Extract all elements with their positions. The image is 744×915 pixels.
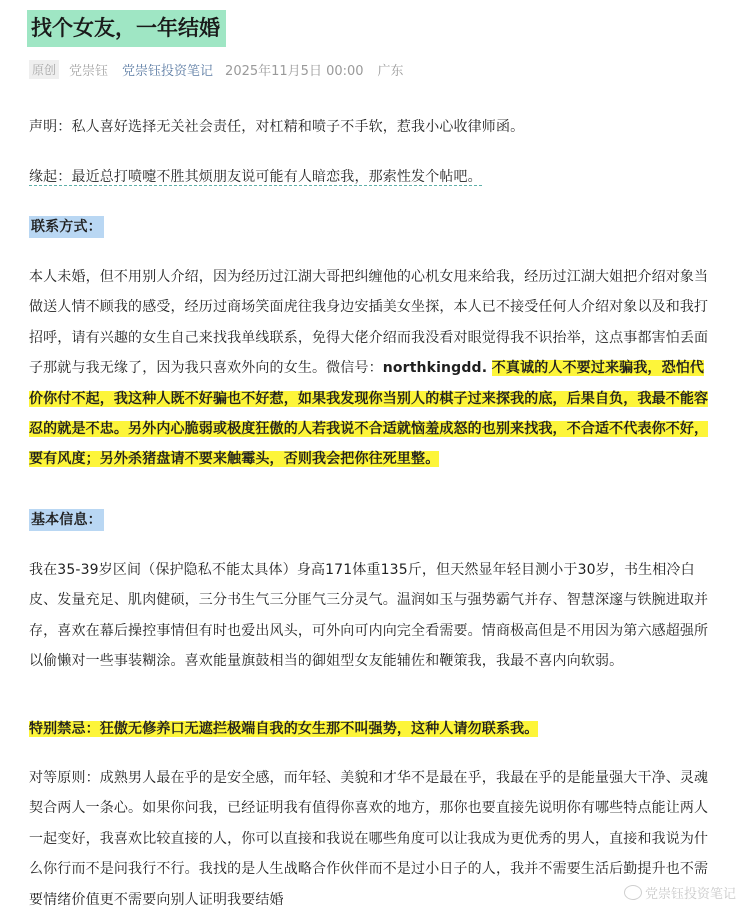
- contact-heading: 联系方式：: [29, 216, 104, 238]
- article-title: 找个女友，一年结婚: [27, 10, 226, 47]
- title-block: [27, 10, 226, 47]
- contact-text: 本人未婚，但不用别人介绍，因为经历过江湖大哥把纠缠他的心机女甩来给我，经历过江湖大姐把介绍对象当做送人情不顾我的感受，经历过商场笑面虎往我身边安插美女坐探，本人已不接受任何人介绍对象以及和我打招呼，请有兴趣的女生自己来找我单线联系，免得大佬介绍而我没看对眼觉得我不识抬举，这点事都害怕丢面子那就与我无缘了，因为我只喜欢外向的女生。微信号：: [29, 269, 709, 377]
- author-name[interactable]: 党崇钰: [69, 63, 109, 79]
- contact-highlight: 不真诚的人不要过来骗我，恐怕代价你付不起，我这种人既不好骗也不好惹，如果我发现你当别人的棋子过来探我的底，后果自负，我最不能容忍的就是不忠。另外内心脆弱或极度狂傲的人若我说不合适就恼羞成怒的也别来找我，不合适不代表你不好，要有风度；另外杀猪盘请不要来触霉头，否则我会把你往死里整。: [29, 360, 709, 468]
- wechat-id: northkingdd.: [382, 360, 488, 377]
- principle-paragraph: [29, 763, 717, 915]
- contact-paragraph: [29, 262, 717, 475]
- taboo-text: 特别禁忌：狂傲无修养口无遮拦极端自我的女生那不叫强势，这种人请勿联系我。: [29, 721, 539, 737]
- publish-location: 广东: [377, 63, 404, 79]
- statement-text: 声明：私人喜好选择无关社会责任，对杠精和喷子不手软，惹我小心收律师函。: [29, 119, 525, 135]
- taboo-paragraph: [29, 714, 717, 744]
- origin-paragraph: [29, 162, 717, 192]
- basic-paragraph: [29, 555, 717, 677]
- watermark-text: 党崇钰投资笔记: [644, 887, 736, 902]
- contact-heading-paragraph: [29, 212, 717, 242]
- basic-text: 我在35-39岁区间（保护隐私不能太具体）身高171体重135斤，但天然显年轻目测小于30岁，书生相冷白皮、发量充足、肌肉健硕，三分书生气三分匪气三分灵气。温润如玉与强势霸气并存、智慧深邃与铁腕进取并存，喜欢在幕后操控事情但有时也爱出风头，可外向可内向完全看需要。情商极高但是不用因为第六感超强所以偷懒对一些事装糊涂。喜欢能量旗鼓相当的御姐型女友能辅佐和鞭策我，我最不喜内向软弱。: [29, 562, 709, 670]
- account-link[interactable]: 党崇钰投资笔记: [122, 63, 214, 79]
- original-badge: 原创: [29, 60, 59, 79]
- watermark: [624, 883, 736, 902]
- basic-heading: 基本信息：: [29, 509, 104, 531]
- weibo-icon: [624, 885, 642, 900]
- principle-text: 对等原则：成熟男人最在乎的是安全感，而年轻、美貌和才华不是最在乎，我最在乎的是能量强大干净、灵魂契合两人一条心。如果你问我，已经证明我有值得你喜欢的地方，那你也要直接先说明你有哪些特点能让两人一起变好，我喜欢比较直接的人，你可以直接和我说在哪些角度可以让我成为更优秀的男人，直接和我说为什么你行而不是问我行不行。我找的是人生战略合作伙伴而不是过小日子的人，我并不需要生活后勤提升也不需要情绪价值更不需要向别人证明我要结婚: [29, 770, 709, 908]
- basic-heading-paragraph: [29, 505, 717, 535]
- article-meta: [29, 59, 404, 79]
- publish-date: 2025年11月5日 00:00: [225, 63, 364, 79]
- origin-text: 缘起：最近总打喷嚏不胜其烦朋友说可能有人暗恋我，那索性发个帖吧。: [29, 169, 482, 185]
- statement-paragraph: [29, 112, 717, 142]
